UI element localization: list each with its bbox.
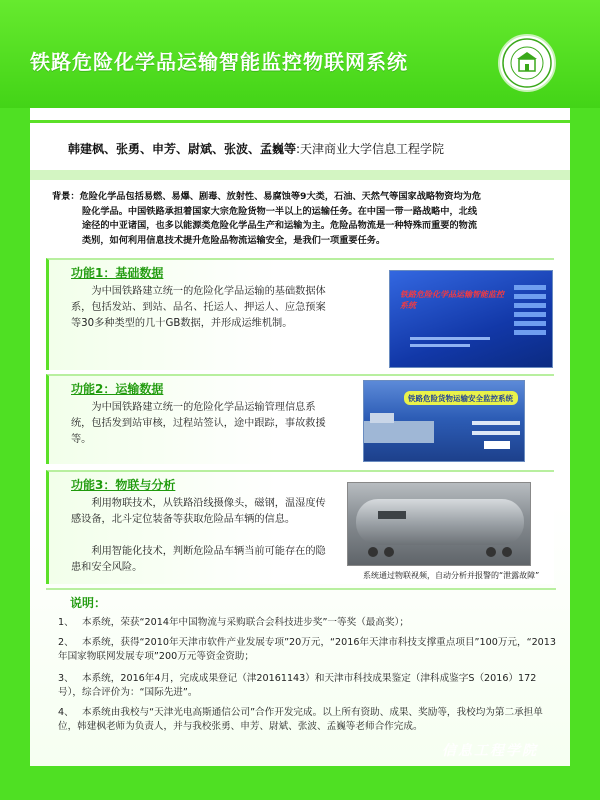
notes-title: 说明： <box>70 596 107 610</box>
function-3-caption: 系统通过物联视频，自动分析并报警的“泄露故障” <box>363 571 540 580</box>
function-2-text: 为中国铁路建立统一的危险化学品运输管理信息系统，包括发到站审核，过程站签认，途中跟踪，事故救援等。 <box>71 402 326 445</box>
background-line-2: 险化学品。中国铁路承担着国家大宗危险货物一半以上的运输任务。在中国一带一路战略中，北线 <box>82 205 478 217</box>
function-3-tank-car-photo <box>347 482 531 566</box>
note-3-number: 3、 <box>58 673 74 684</box>
poster-body <box>30 108 570 766</box>
note-item-3 <box>58 672 558 700</box>
author-line <box>68 140 444 157</box>
function-3-section <box>46 470 554 584</box>
function-1-screen-title: 铁路危险化学品运输智能监控系统 <box>400 290 504 310</box>
function-2-title: 功能2：运输数据 <box>71 382 164 396</box>
note-4-text: 本系统由我校与“天津光电高斯通信公司”合作开发完成。以上所有资助、成果、奖励等，我校均为第二承担单位，韩建枫老师为负责人，并与我校张勇、申芳、尉斌、张波、孟巍等老师合作完成。 <box>58 707 543 733</box>
note-1-number: 1、 <box>58 617 74 628</box>
note-3-text: 本系统，2016年4月，完成成果登记（津20161143）和天津市科技成果鉴定（津科成鉴字S（2016）172号），综合评价为：“国际先进”。 <box>58 673 537 699</box>
note-4-number: 4、 <box>58 707 74 718</box>
author-names: 韩建枫、张勇、申芳、尉斌、张波、孟巍等 <box>68 142 297 156</box>
function-1-title: 功能1：基础数据 <box>71 266 164 280</box>
function-3-text-1: 利用物联技术，从铁路沿线摄像头，磁钢，温湿度传感设备，北斗定位装备等获取危险品车辆的信息。 <box>71 498 326 525</box>
function-1-section <box>46 258 554 370</box>
top-divider <box>30 120 570 123</box>
function-2-screenshot <box>363 380 525 462</box>
notes-section <box>46 588 556 748</box>
background-section <box>52 190 558 254</box>
footer-college-signature: 信息工程学院 <box>442 743 538 759</box>
author-affiliation: :天津商业大学信息工程学院 <box>296 142 445 156</box>
background-line-4: 类别，如何利用信息技术提升危险品物流运输安全，是我们一项重要任务。 <box>82 234 386 246</box>
university-seal-logo <box>498 34 556 92</box>
middle-divider <box>30 170 570 180</box>
background-line-1: 危险化学品包括易燃、易爆、剧毒、放射性、易腐蚀等9大类，石油、天然气等国家战略物资均为危 <box>79 191 482 202</box>
function-3-text-2: 利用智能化技术，判断危险品车辆当前可能存在的隐患和安全风险。 <box>71 546 326 573</box>
seal-icon <box>501 37 553 89</box>
note-2-number: 2、 <box>58 637 74 648</box>
background-line-3: 途径的中亚诸国，也多以能源类危险化学品生产和运输为主。危险品物流是一种特殊而重要的物流 <box>82 220 478 232</box>
note-item-1 <box>58 616 558 630</box>
function-2-screen-title: 铁路危险货物运输安全监控系统 <box>408 394 513 403</box>
function-1-screenshot <box>389 270 553 368</box>
note-item-4 <box>58 706 558 734</box>
function-2-section <box>46 374 554 464</box>
background-label: 背景： <box>52 191 80 202</box>
note-2-text: 本系统，获得“2010年天津市软件产业发展专项”20万元，“2016年天津市科技支撑重点项目”100万元，“2013年国家物联网发展专项”200万元等资金资助； <box>58 637 556 663</box>
note-item-2 <box>58 636 558 664</box>
note-1-text: 本系统，荣获“2014年中国物流与采购联合会科技进步奖”一等奖（最高奖）； <box>82 617 409 628</box>
poster-title: 铁路危险化学品运输智能监控物联网系统 <box>30 50 408 74</box>
function-1-text: 为中国铁路建立统一的危险化学品运输的基础数据体系，包括发站、到站、品名、托运人、押运人、应急预案等30多种类型的几十GB数据，并形成运维机制。 <box>71 286 326 329</box>
poster-header <box>0 0 600 108</box>
function-3-title: 功能3：物联与分析 <box>71 478 176 492</box>
